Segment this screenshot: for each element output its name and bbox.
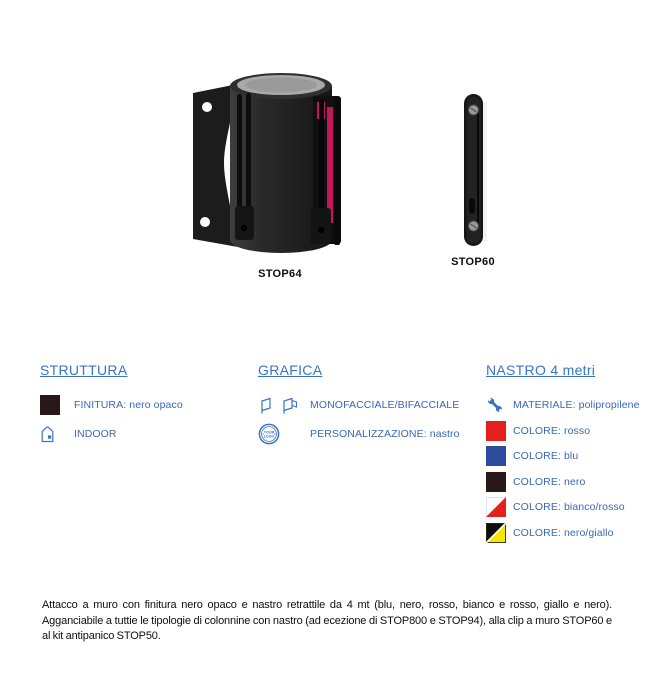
struttura-rows	[40, 395, 240, 444]
logo-text-line1: YOUR	[263, 429, 275, 434]
colore-nero-giallo-label: COLORE: nero/giallo	[513, 526, 614, 539]
product-description: Attacco a muro con finitura nero opaco e nastro retrattile da 4 mt (blu, nero, rosso, bianco e rosso, giallo e nero). Agganciabile a tuttie le tipologie di colonnine con nastro (ad ecezione di STOP800 e STOP94), alla clip a muro STOP60 e al kit antipanico STOP50.	[42, 599, 612, 642]
logo-icon-box	[258, 423, 310, 445]
finitura-label: FINITURA: nero opaco	[74, 399, 183, 411]
indoor-house-icon	[40, 425, 55, 443]
section-nastro	[486, 362, 646, 548]
spec-row-colore-bianco-rosso	[486, 497, 646, 517]
spec-row-colore-rosso	[486, 421, 646, 441]
wrench-icon	[486, 396, 504, 414]
rosso-icon-box	[486, 421, 513, 441]
stop64-illustration	[186, 60, 346, 266]
stop60-label: STOP60	[451, 256, 495, 268]
spec-row-colore-blu	[486, 446, 646, 466]
nero-giallo-icon-box	[486, 523, 513, 543]
stop64-product-photo	[186, 60, 346, 266]
bianco-rosso-icon-box	[486, 497, 513, 517]
logo-text-line2: LOGO	[263, 433, 275, 438]
color-swatch-rosso	[486, 421, 506, 441]
colore-nero-label: COLORE: nero	[513, 475, 586, 488]
spec-row-materiale	[486, 395, 646, 415]
section-title-nastro: NASTRO 4 metri	[486, 362, 596, 378]
finitura-color-swatch	[40, 395, 60, 415]
finitura-icon-box	[40, 395, 74, 415]
stop64-label: STOP64	[258, 268, 302, 280]
color-swatch-bianco-rosso	[486, 497, 506, 517]
stop60-product-photo	[457, 92, 491, 252]
section-grafica	[258, 362, 468, 452]
grafica-rows	[258, 395, 468, 444]
spec-row-colore-nero-giallo	[486, 523, 646, 543]
nastro-rows	[486, 395, 646, 543]
materiale-icon-box	[486, 396, 513, 414]
flags-icon-box	[258, 397, 310, 414]
spec-row-colore-nero	[486, 472, 646, 492]
color-swatch-nero	[486, 472, 506, 492]
color-swatch-blu	[486, 446, 506, 466]
spec-row-indoor	[40, 424, 240, 444]
indoor-icon-box	[40, 425, 74, 443]
spec-row-personalizzazione	[258, 424, 468, 444]
stop60-illustration	[457, 92, 491, 252]
materiale-label: MATERIALE: polipropilene	[513, 399, 640, 411]
spec-row-finitura	[40, 395, 240, 415]
color-swatch-nero-giallo	[486, 523, 506, 543]
section-struttura	[40, 362, 240, 452]
monofacciale-label: MONOFACCIALE/BIFACCIALE	[310, 399, 460, 411]
spec-row-monofacciale	[258, 395, 468, 415]
colore-blu-label: COLORE: blu	[513, 450, 579, 462]
personalizzazione-label: PERSONALIZZAZIONE: nastro	[310, 427, 460, 440]
blu-icon-box	[486, 446, 513, 466]
section-title-grafica: GRAFICA	[258, 362, 323, 378]
section-title-struttura: STRUTTURA	[40, 362, 128, 378]
colore-bianco-rosso-label: COLORE: bianco/rosso	[513, 501, 625, 513]
indoor-label: INDOOR	[74, 427, 117, 440]
colore-rosso-label: COLORE: rosso	[513, 424, 591, 437]
flags-icon	[258, 397, 302, 414]
your-logo-circle-icon	[258, 423, 280, 445]
nero-icon-box	[486, 472, 513, 492]
